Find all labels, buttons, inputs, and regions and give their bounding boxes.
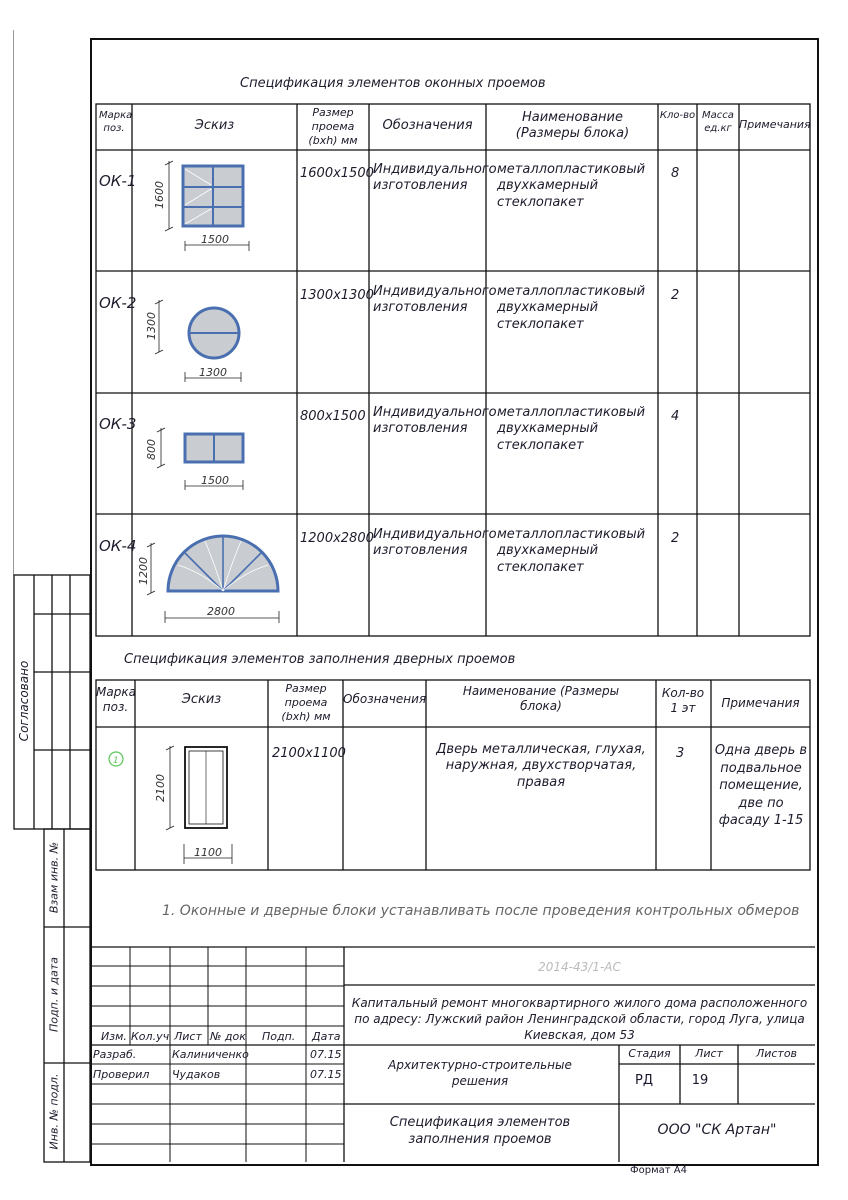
dim-w: 1100	[194, 846, 222, 859]
header-qty: Кло-во	[659, 110, 696, 121]
header-name: Наименование (Размеры блока)	[515, 110, 630, 142]
row-qty: 2	[671, 288, 680, 303]
row-mark: ОК-3	[99, 415, 137, 433]
tb-col-sheet: Лист	[174, 1030, 202, 1043]
tb-col-change: Изм.	[101, 1030, 127, 1043]
tb-col-qty: Кол.уч	[131, 1030, 170, 1043]
side-inv-replace: Взам инв. №	[47, 841, 61, 914]
row-mark: ОК-2	[99, 294, 137, 312]
door-name: Дверь металлическая, глухая, наружная, двухстворчатая, правая	[436, 742, 646, 790]
tb-col-sign: Подп.	[262, 1030, 296, 1043]
row-qty: 4	[671, 409, 680, 424]
dim-w: 1300	[199, 366, 227, 379]
side-inv-orig: Инв. № подл.	[47, 1073, 61, 1150]
row-size: 800х1500	[300, 409, 366, 424]
dim-w: 1500	[201, 233, 229, 246]
row-mark: ОК-1	[99, 172, 137, 190]
row-designation: Индивидуального изготовления	[373, 284, 497, 316]
row-qty: 8	[671, 166, 680, 181]
header-size: Размер проема (bxh) мм	[308, 106, 358, 147]
header-mass: Масса ед.кг	[702, 110, 734, 134]
dim-h: 1300	[145, 312, 158, 340]
tb-name-developer: Калиниченко	[172, 1048, 249, 1061]
tb-date-checker: 07.15	[310, 1068, 342, 1081]
row-size: 1300х1300	[300, 288, 374, 303]
window-spec-title: Спецификация элементов оконных проемов	[240, 76, 546, 91]
row-designation: Индивидуального изготовления	[373, 405, 497, 437]
tb-section: Архитектурно-строительные решения	[388, 1058, 572, 1088]
door-notes: Одна дверь в подвальное помещение, две по фасаду 1-15	[714, 743, 808, 829]
dim-h: 800	[145, 439, 158, 460]
dim-w: 2800	[207, 605, 235, 618]
row-name: металлопластиковый двухкамерный стеклопакет	[497, 527, 646, 575]
door-header-notes: Примечания	[721, 696, 800, 710]
row-designation: Индивидуального изготовления	[373, 162, 497, 194]
tb-stage-label: Стадия	[628, 1047, 671, 1060]
row-designation: Индивидуального изготовления	[373, 527, 497, 559]
row-name: металлопластиковый двухкамерный стеклопакет	[497, 162, 646, 210]
header-notes: Примечания	[739, 118, 811, 131]
header-sketch: Эскиз	[194, 118, 235, 133]
door-size: 2100х1100	[272, 746, 346, 761]
dim-h: 1600	[153, 181, 166, 209]
tb-sheets-label: Листов	[755, 1047, 798, 1060]
side-sign-date: Подп. и дата	[47, 957, 61, 1032]
door-qty: 3	[676, 746, 685, 761]
side-agreed: Согласовано	[17, 660, 31, 742]
row-size: 1200х2800	[300, 531, 374, 546]
tb-stage: РД	[635, 1073, 653, 1088]
tb-sheet-label: Лист	[695, 1047, 723, 1060]
tb-format: Формат А4	[630, 1165, 687, 1176]
tb-role-developer: Разраб.	[93, 1048, 137, 1061]
tb-sheet: 19	[691, 1073, 709, 1088]
door-header-designation: Обозначения	[343, 692, 427, 706]
dim-w: 1500	[201, 474, 229, 487]
tb-col-doc: № док	[210, 1030, 246, 1043]
tb-name-checker: Чудаков	[172, 1068, 221, 1081]
row-mark: ОК-4	[99, 537, 137, 555]
header-mark: Марка поз.	[99, 110, 133, 134]
general-note: 1. Оконные и дверные блоки устанавливать после проведения контрольных обмеров	[162, 903, 800, 919]
door-header-name: Наименование (Размеры блока)	[462, 684, 620, 713]
tb-role-checker: Проверил	[93, 1068, 150, 1081]
header-designation: Обозначения	[382, 118, 473, 133]
row-qty: 2	[671, 531, 680, 546]
tb-company: ООО "СК Артан"	[657, 1122, 777, 1138]
door-header-sketch: Эскиз	[181, 692, 222, 707]
row-name: металлопластиковый двухкамерный стеклопакет	[497, 405, 646, 453]
dim-h: 2100	[154, 774, 167, 802]
tb-drawing-title: Спецификация элементов заполнения проемов	[389, 1115, 571, 1147]
tb-code: 2014-43/1-АС	[538, 960, 621, 974]
tb-date-developer: 07.15	[310, 1048, 342, 1061]
door-mark: 1	[113, 756, 119, 766]
door-spec-title: Спецификация элементов заполнения дверных проемов	[124, 652, 516, 667]
door-header-qty: Кол-во 1 эт	[661, 686, 705, 715]
tb-col-date: Дата	[312, 1030, 341, 1043]
dim-h: 1200	[137, 557, 150, 585]
row-size: 1600х1500	[300, 166, 374, 181]
tb-project: Капитальный ремонт многоквартирного жилого дома расположенного по адресу: Лужский район Ленинградской области, город Луга, улица Киевская, дом 53	[351, 996, 808, 1043]
door-header-mark: Марка поз.	[96, 685, 136, 714]
door-header-size: Размер проема (bxh) мм	[281, 682, 331, 723]
row-name: металлопластиковый двухкамерный стеклопакет	[497, 284, 646, 332]
